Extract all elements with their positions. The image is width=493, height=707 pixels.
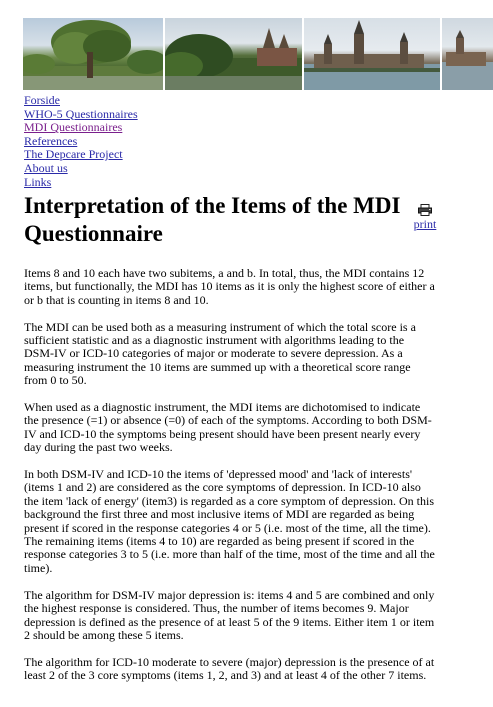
paragraph-measuring-instrument: The MDI can be used both as a measuring instrument of which the total score is a sufficient statistic and as a diagnostic instrument with algorithms leading to the DSM-IV or ICD-10 categories of major or moderate to severe depression. As a measuring instrument the 10 items are summed up with a theoretical score range from 0 to 50. — [24, 319, 416, 388]
castle-photo — [163, 18, 301, 90]
print-link[interactable]: print — [413, 217, 437, 231]
paragraph-icd-algorithm: The algorithm for ICD-10 moderate to severe (major) depression is the presence of at least 2 of the 3 core symptoms (items 1, 2, and 3) and at least 4 of the other 7 items. — [24, 654, 435, 683]
print-control[interactable] — [412, 204, 438, 232]
article-body — [24, 267, 436, 696]
nav-link-who5-questionnaires[interactable]: WHO-5 Questionnaires — [24, 106, 138, 121]
paragraph-diagnostic-instrument: When used as a diagnostic instrument, the MDI items are dichotomised to indicate the presence (=1) or absence (=0) of each of the symptoms. According to both DSM-IV and ICD-10 the symptoms being present should have been present nearly every day during the past two weeks. — [24, 400, 432, 455]
nav-link-mdi-questionnaires[interactable]: MDI Questionnaires — [24, 120, 123, 135]
printer-icon[interactable] — [418, 204, 432, 216]
header-banner — [23, 18, 493, 90]
site-navigation — [24, 94, 138, 189]
nav-link-depcare-project[interactable]: The Depcare Project — [24, 147, 123, 162]
page-title: Interpretation of the Items of the MDI Questionnaire — [24, 193, 401, 246]
castle-towers-photo — [302, 18, 440, 90]
paragraph-core-symptoms: In both DSM-IV and ICD-10 the items of 'depressed mood' and 'lack of interests' (items 1 and 2) are considered as the core symptoms of depression. In ICD-10 also the item 'lack of energy' (item3) is regarded as a core symptom of depression. On this background the first three and most inclusive items of MDI are regarded as being present if scored in the response categories 4 or 5 (i.e. most of the time, all the time). The remaining items (items 4 to 10) are regarded as being present if scored in the response categories 3 to 5 (i.e. more than half of the time, most of the time and all the time). — [24, 467, 435, 575]
tree-landscape-photo — [23, 18, 163, 90]
paragraph-dsm-algorithm: The algorithm for DSM-IV major depression is: items 4 and 5 are combined and only the highest response is considered. Thus, the number of items becomes 9. Major depression is defined as the presence of at least 5 of the 9 items. Either item 1 or item 2 should be among these 5 items. — [24, 587, 435, 642]
nav-link-about-us[interactable]: About us — [24, 160, 68, 175]
nav-link-references[interactable]: References — [24, 133, 78, 148]
castle-edge-photo — [440, 18, 493, 90]
nav-link-forside[interactable]: Forside — [24, 93, 60, 107]
nav-link-links[interactable]: Links — [24, 174, 52, 189]
paragraph-subitems: Items 8 and 10 each have two subitems, a and b. In total, thus, the MDI contains 12 items, but functionally, the MDI has 10 items as it is only the highest score of either a or b that is counting in items 8 and 10. — [24, 266, 435, 307]
